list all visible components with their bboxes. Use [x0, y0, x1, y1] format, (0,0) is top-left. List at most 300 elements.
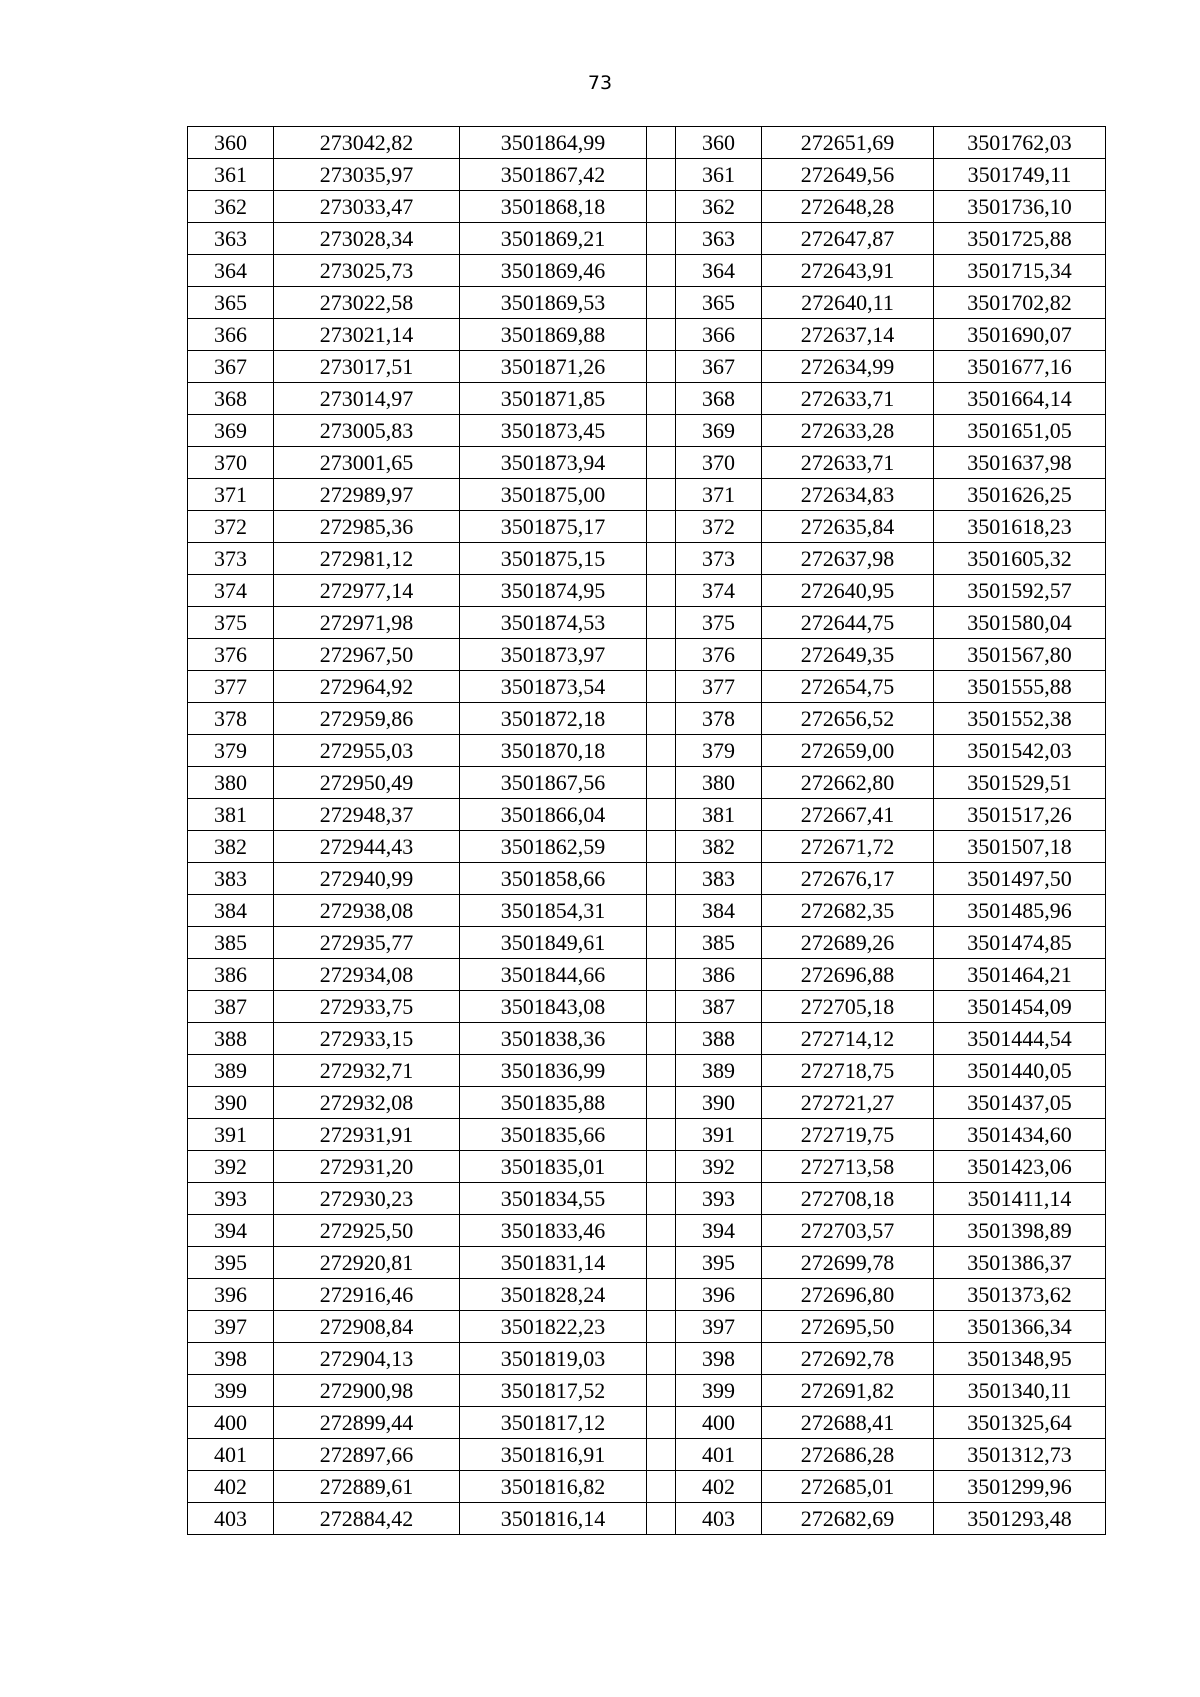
x-coordinate-right: 272634,99	[762, 351, 934, 383]
x-coordinate-right: 272649,35	[762, 639, 934, 671]
spacer-cell	[647, 1375, 676, 1407]
x-coordinate-left: 272908,84	[274, 1311, 460, 1343]
x-coordinate-left: 272938,08	[274, 895, 460, 927]
x-coordinate-right: 272633,28	[762, 415, 934, 447]
y-coordinate-right: 3501507,18	[934, 831, 1106, 863]
point-number-left: 395	[188, 1247, 274, 1279]
y-coordinate-left: 3501867,42	[460, 159, 647, 191]
y-coordinate-right: 3501664,14	[934, 383, 1106, 415]
table-row	[188, 1471, 1106, 1503]
table-row	[188, 671, 1106, 703]
point-number-right: 402	[676, 1471, 762, 1503]
point-number-left: 388	[188, 1023, 274, 1055]
x-coordinate-left: 273033,47	[274, 191, 460, 223]
x-coordinate-right: 272633,71	[762, 447, 934, 479]
spacer-cell	[647, 671, 676, 703]
y-coordinate-right: 3501386,37	[934, 1247, 1106, 1279]
x-coordinate-left: 272940,99	[274, 863, 460, 895]
y-coordinate-left: 3501868,18	[460, 191, 647, 223]
point-number-left: 370	[188, 447, 274, 479]
table-row	[188, 575, 1106, 607]
point-number-left: 392	[188, 1151, 274, 1183]
spacer-cell	[647, 1183, 676, 1215]
spacer-cell	[647, 735, 676, 767]
x-coordinate-right: 272651,69	[762, 127, 934, 159]
spacer-cell	[647, 383, 676, 415]
table-row	[188, 447, 1106, 479]
point-number-right: 386	[676, 959, 762, 991]
x-coordinate-left: 273025,73	[274, 255, 460, 287]
x-coordinate-left: 272932,71	[274, 1055, 460, 1087]
x-coordinate-left: 272925,50	[274, 1215, 460, 1247]
y-coordinate-left: 3501838,36	[460, 1023, 647, 1055]
y-coordinate-right: 3501555,88	[934, 671, 1106, 703]
x-coordinate-left: 272971,98	[274, 607, 460, 639]
point-number-right: 382	[676, 831, 762, 863]
point-number-left: 387	[188, 991, 274, 1023]
y-coordinate-right: 3501373,62	[934, 1279, 1106, 1311]
point-number-left: 391	[188, 1119, 274, 1151]
spacer-cell	[647, 1119, 676, 1151]
y-coordinate-right: 3501348,95	[934, 1343, 1106, 1375]
x-coordinate-right: 272647,87	[762, 223, 934, 255]
point-number-right: 389	[676, 1055, 762, 1087]
table-row	[188, 319, 1106, 351]
table-row	[188, 767, 1106, 799]
point-number-right: 360	[676, 127, 762, 159]
point-number-left: 366	[188, 319, 274, 351]
table-row	[188, 927, 1106, 959]
spacer-cell	[647, 447, 676, 479]
y-coordinate-right: 3501715,34	[934, 255, 1106, 287]
y-coordinate-right: 3501411,14	[934, 1183, 1106, 1215]
y-coordinate-right: 3501293,48	[934, 1503, 1106, 1535]
spacer-cell	[647, 863, 676, 895]
table-row	[188, 287, 1106, 319]
y-coordinate-left: 3501873,94	[460, 447, 647, 479]
y-coordinate-left: 3501816,14	[460, 1503, 647, 1535]
x-coordinate-right: 272682,35	[762, 895, 934, 927]
x-coordinate-right: 272659,00	[762, 735, 934, 767]
point-number-left: 400	[188, 1407, 274, 1439]
table-row	[188, 863, 1106, 895]
x-coordinate-left: 272955,03	[274, 735, 460, 767]
x-coordinate-left: 273005,83	[274, 415, 460, 447]
y-coordinate-left: 3501874,95	[460, 575, 647, 607]
point-number-left: 368	[188, 383, 274, 415]
spacer-cell	[647, 191, 676, 223]
x-coordinate-left: 272959,86	[274, 703, 460, 735]
x-coordinate-left: 272948,37	[274, 799, 460, 831]
y-coordinate-left: 3501836,99	[460, 1055, 647, 1087]
table-row	[188, 351, 1106, 383]
x-coordinate-left: 273028,34	[274, 223, 460, 255]
y-coordinate-right: 3501592,57	[934, 575, 1106, 607]
x-coordinate-left: 272884,42	[274, 1503, 460, 1535]
x-coordinate-left: 272899,44	[274, 1407, 460, 1439]
point-number-right: 364	[676, 255, 762, 287]
spacer-cell	[647, 767, 676, 799]
x-coordinate-right: 272633,71	[762, 383, 934, 415]
x-coordinate-right: 272643,91	[762, 255, 934, 287]
spacer-cell	[647, 639, 676, 671]
table-row	[188, 703, 1106, 735]
spacer-cell	[647, 1343, 676, 1375]
y-coordinate-left: 3501844,66	[460, 959, 647, 991]
spacer-cell	[647, 255, 676, 287]
y-coordinate-left: 3501872,18	[460, 703, 647, 735]
point-number-right: 368	[676, 383, 762, 415]
y-coordinate-right: 3501762,03	[934, 127, 1106, 159]
spacer-cell	[647, 415, 676, 447]
x-coordinate-right: 272686,28	[762, 1439, 934, 1471]
y-coordinate-right: 3501423,06	[934, 1151, 1106, 1183]
x-coordinate-right: 272671,72	[762, 831, 934, 863]
table-row	[188, 1183, 1106, 1215]
point-number-right: 378	[676, 703, 762, 735]
x-coordinate-left: 272932,08	[274, 1087, 460, 1119]
y-coordinate-left: 3501869,53	[460, 287, 647, 319]
spacer-cell	[647, 1407, 676, 1439]
y-coordinate-left: 3501869,21	[460, 223, 647, 255]
x-coordinate-right: 272635,84	[762, 511, 934, 543]
y-coordinate-right: 3501497,50	[934, 863, 1106, 895]
y-coordinate-right: 3501299,96	[934, 1471, 1106, 1503]
x-coordinate-right: 272682,69	[762, 1503, 934, 1535]
spacer-cell	[647, 1247, 676, 1279]
spacer-cell	[647, 1439, 676, 1471]
spacer-cell	[647, 1055, 676, 1087]
y-coordinate-left: 3501854,31	[460, 895, 647, 927]
y-coordinate-left: 3501862,59	[460, 831, 647, 863]
table-row	[188, 1087, 1106, 1119]
spacer-cell	[647, 1503, 676, 1535]
point-number-right: 377	[676, 671, 762, 703]
y-coordinate-right: 3501454,09	[934, 991, 1106, 1023]
table-row	[188, 1407, 1106, 1439]
point-number-left: 401	[188, 1439, 274, 1471]
x-coordinate-right: 272654,75	[762, 671, 934, 703]
point-number-right: 385	[676, 927, 762, 959]
y-coordinate-left: 3501873,97	[460, 639, 647, 671]
point-number-right: 391	[676, 1119, 762, 1151]
point-number-right: 371	[676, 479, 762, 511]
y-coordinate-left: 3501843,08	[460, 991, 647, 1023]
y-coordinate-left: 3501875,15	[460, 543, 647, 575]
spacer-cell	[647, 1151, 676, 1183]
spacer-cell	[647, 1311, 676, 1343]
spacer-cell	[647, 831, 676, 863]
table-row	[188, 1311, 1106, 1343]
point-number-right: 395	[676, 1247, 762, 1279]
x-coordinate-left: 272935,77	[274, 927, 460, 959]
spacer-cell	[647, 1087, 676, 1119]
point-number-left: 403	[188, 1503, 274, 1535]
x-coordinate-right: 272685,01	[762, 1471, 934, 1503]
x-coordinate-left: 272931,20	[274, 1151, 460, 1183]
point-number-right: 393	[676, 1183, 762, 1215]
table-row	[188, 479, 1106, 511]
y-coordinate-right: 3501651,05	[934, 415, 1106, 447]
point-number-left: 402	[188, 1471, 274, 1503]
y-coordinate-left: 3501822,23	[460, 1311, 647, 1343]
y-coordinate-left: 3501867,56	[460, 767, 647, 799]
x-coordinate-left: 273014,97	[274, 383, 460, 415]
table-row	[188, 1503, 1106, 1535]
point-number-right: 362	[676, 191, 762, 223]
y-coordinate-right: 3501605,32	[934, 543, 1106, 575]
spacer-cell	[647, 1279, 676, 1311]
x-coordinate-left: 272934,08	[274, 959, 460, 991]
y-coordinate-left: 3501869,46	[460, 255, 647, 287]
x-coordinate-left: 272931,91	[274, 1119, 460, 1151]
y-coordinate-right: 3501366,34	[934, 1311, 1106, 1343]
x-coordinate-left: 272920,81	[274, 1247, 460, 1279]
table-row	[188, 1215, 1106, 1247]
y-coordinate-left: 3501835,01	[460, 1151, 647, 1183]
point-number-left: 377	[188, 671, 274, 703]
spacer-cell	[647, 319, 676, 351]
spacer-cell	[647, 511, 676, 543]
y-coordinate-left: 3501817,12	[460, 1407, 647, 1439]
point-number-left: 378	[188, 703, 274, 735]
x-coordinate-right: 272705,18	[762, 991, 934, 1023]
point-number-left: 389	[188, 1055, 274, 1087]
point-number-left: 382	[188, 831, 274, 863]
point-number-right: 374	[676, 575, 762, 607]
table-row	[188, 735, 1106, 767]
y-coordinate-left: 3501828,24	[460, 1279, 647, 1311]
x-coordinate-right: 272644,75	[762, 607, 934, 639]
y-coordinate-right: 3501464,21	[934, 959, 1106, 991]
spacer-cell	[647, 543, 676, 575]
table-row	[188, 127, 1106, 159]
table-row	[188, 1247, 1106, 1279]
point-number-right: 372	[676, 511, 762, 543]
table-row	[188, 1439, 1106, 1471]
point-number-right: 401	[676, 1439, 762, 1471]
point-number-left: 360	[188, 127, 274, 159]
point-number-left: 367	[188, 351, 274, 383]
spacer-cell	[647, 159, 676, 191]
point-number-left: 373	[188, 543, 274, 575]
spacer-cell	[647, 287, 676, 319]
y-coordinate-left: 3501849,61	[460, 927, 647, 959]
y-coordinate-left: 3501816,91	[460, 1439, 647, 1471]
x-coordinate-right: 272713,58	[762, 1151, 934, 1183]
x-coordinate-right: 272648,28	[762, 191, 934, 223]
page-number: 73	[587, 72, 613, 94]
x-coordinate-right: 272696,88	[762, 959, 934, 991]
x-coordinate-right: 272699,78	[762, 1247, 934, 1279]
y-coordinate-right: 3501626,25	[934, 479, 1106, 511]
y-coordinate-right: 3501618,23	[934, 511, 1106, 543]
x-coordinate-right: 272695,50	[762, 1311, 934, 1343]
x-coordinate-left: 272985,36	[274, 511, 460, 543]
y-coordinate-right: 3501485,96	[934, 895, 1106, 927]
x-coordinate-left: 272977,14	[274, 575, 460, 607]
y-coordinate-left: 3501835,66	[460, 1119, 647, 1151]
point-number-right: 373	[676, 543, 762, 575]
spacer-cell	[647, 1215, 676, 1247]
point-number-right: 366	[676, 319, 762, 351]
spacer-cell	[647, 223, 676, 255]
y-coordinate-right: 3501736,10	[934, 191, 1106, 223]
spacer-cell	[647, 895, 676, 927]
x-coordinate-left: 272967,50	[274, 639, 460, 671]
point-number-right: 403	[676, 1503, 762, 1535]
y-coordinate-right: 3501312,73	[934, 1439, 1106, 1471]
x-coordinate-left: 272933,75	[274, 991, 460, 1023]
point-number-left: 375	[188, 607, 274, 639]
y-coordinate-left: 3501819,03	[460, 1343, 647, 1375]
y-coordinate-right: 3501637,98	[934, 447, 1106, 479]
spacer-cell	[647, 479, 676, 511]
x-coordinate-right: 272691,82	[762, 1375, 934, 1407]
x-coordinate-left: 272950,49	[274, 767, 460, 799]
point-number-left: 399	[188, 1375, 274, 1407]
table-row	[188, 543, 1106, 575]
table-row	[188, 991, 1106, 1023]
table-row	[188, 1279, 1106, 1311]
table-row	[188, 191, 1106, 223]
point-number-left: 390	[188, 1087, 274, 1119]
point-number-right: 400	[676, 1407, 762, 1439]
table-row	[188, 415, 1106, 447]
coordinates-table-body	[188, 127, 1106, 1535]
y-coordinate-left: 3501834,55	[460, 1183, 647, 1215]
x-coordinate-right: 272689,26	[762, 927, 934, 959]
spacer-cell	[647, 127, 676, 159]
point-number-right: 397	[676, 1311, 762, 1343]
point-number-right: 375	[676, 607, 762, 639]
x-coordinate-right: 272719,75	[762, 1119, 934, 1151]
x-coordinate-right: 272649,56	[762, 159, 934, 191]
point-number-left: 365	[188, 287, 274, 319]
point-number-left: 384	[188, 895, 274, 927]
spacer-cell	[647, 799, 676, 831]
spacer-cell	[647, 991, 676, 1023]
y-coordinate-left: 3501870,18	[460, 735, 647, 767]
y-coordinate-right: 3501749,11	[934, 159, 1106, 191]
point-number-right: 379	[676, 735, 762, 767]
spacer-cell	[647, 703, 676, 735]
point-number-left: 362	[188, 191, 274, 223]
y-coordinate-right: 3501398,89	[934, 1215, 1106, 1247]
y-coordinate-right: 3501725,88	[934, 223, 1106, 255]
y-coordinate-left: 3501871,85	[460, 383, 647, 415]
y-coordinate-right: 3501552,38	[934, 703, 1106, 735]
point-number-left: 398	[188, 1343, 274, 1375]
point-number-right: 390	[676, 1087, 762, 1119]
x-coordinate-left: 272930,23	[274, 1183, 460, 1215]
x-coordinate-right: 272703,57	[762, 1215, 934, 1247]
x-coordinate-right: 272696,80	[762, 1279, 934, 1311]
point-number-right: 369	[676, 415, 762, 447]
point-number-right: 387	[676, 991, 762, 1023]
table-row	[188, 511, 1106, 543]
x-coordinate-left: 272944,43	[274, 831, 460, 863]
y-coordinate-right: 3501702,82	[934, 287, 1106, 319]
table-row	[188, 255, 1106, 287]
table-row	[188, 1023, 1106, 1055]
x-coordinate-left: 272897,66	[274, 1439, 460, 1471]
point-number-left: 374	[188, 575, 274, 607]
y-coordinate-right: 3501542,03	[934, 735, 1106, 767]
point-number-right: 381	[676, 799, 762, 831]
y-coordinate-left: 3501875,17	[460, 511, 647, 543]
y-coordinate-left: 3501816,82	[460, 1471, 647, 1503]
x-coordinate-left: 272904,13	[274, 1343, 460, 1375]
x-coordinate-right: 272667,41	[762, 799, 934, 831]
x-coordinate-right: 272637,14	[762, 319, 934, 351]
point-number-left: 361	[188, 159, 274, 191]
point-number-left: 381	[188, 799, 274, 831]
y-coordinate-left: 3501817,52	[460, 1375, 647, 1407]
x-coordinate-right: 272708,18	[762, 1183, 934, 1215]
x-coordinate-right: 272714,12	[762, 1023, 934, 1055]
y-coordinate-right: 3501580,04	[934, 607, 1106, 639]
point-number-right: 396	[676, 1279, 762, 1311]
y-coordinate-left: 3501866,04	[460, 799, 647, 831]
x-coordinate-left: 273042,82	[274, 127, 460, 159]
x-coordinate-right: 272718,75	[762, 1055, 934, 1087]
x-coordinate-right: 272692,78	[762, 1343, 934, 1375]
table-row	[188, 607, 1106, 639]
table-row	[188, 639, 1106, 671]
table-row	[188, 159, 1106, 191]
y-coordinate-right: 3501529,51	[934, 767, 1106, 799]
point-number-left: 371	[188, 479, 274, 511]
x-coordinate-left: 273022,58	[274, 287, 460, 319]
spacer-cell	[647, 575, 676, 607]
point-number-left: 394	[188, 1215, 274, 1247]
y-coordinate-left: 3501871,26	[460, 351, 647, 383]
point-number-right: 363	[676, 223, 762, 255]
table-row	[188, 1375, 1106, 1407]
table-row	[188, 383, 1106, 415]
table-row	[188, 1151, 1106, 1183]
table-row	[188, 831, 1106, 863]
point-number-right: 384	[676, 895, 762, 927]
y-coordinate-right: 3501434,60	[934, 1119, 1106, 1151]
point-number-right: 398	[676, 1343, 762, 1375]
x-coordinate-right: 272656,52	[762, 703, 934, 735]
point-number-right: 392	[676, 1151, 762, 1183]
point-number-left: 379	[188, 735, 274, 767]
point-number-left: 383	[188, 863, 274, 895]
point-number-left: 372	[188, 511, 274, 543]
x-coordinate-left: 272889,61	[274, 1471, 460, 1503]
spacer-cell	[647, 927, 676, 959]
point-number-left: 385	[188, 927, 274, 959]
point-number-right: 367	[676, 351, 762, 383]
point-number-left: 369	[188, 415, 274, 447]
point-number-left: 376	[188, 639, 274, 671]
point-number-right: 388	[676, 1023, 762, 1055]
y-coordinate-right: 3501440,05	[934, 1055, 1106, 1087]
y-coordinate-left: 3501873,54	[460, 671, 647, 703]
y-coordinate-left: 3501873,45	[460, 415, 647, 447]
y-coordinate-left: 3501835,88	[460, 1087, 647, 1119]
x-coordinate-right: 272676,17	[762, 863, 934, 895]
y-coordinate-right: 3501690,07	[934, 319, 1106, 351]
point-number-right: 376	[676, 639, 762, 671]
point-number-right: 370	[676, 447, 762, 479]
y-coordinate-right: 3501517,26	[934, 799, 1106, 831]
y-coordinate-left: 3501858,66	[460, 863, 647, 895]
spacer-cell	[647, 1023, 676, 1055]
